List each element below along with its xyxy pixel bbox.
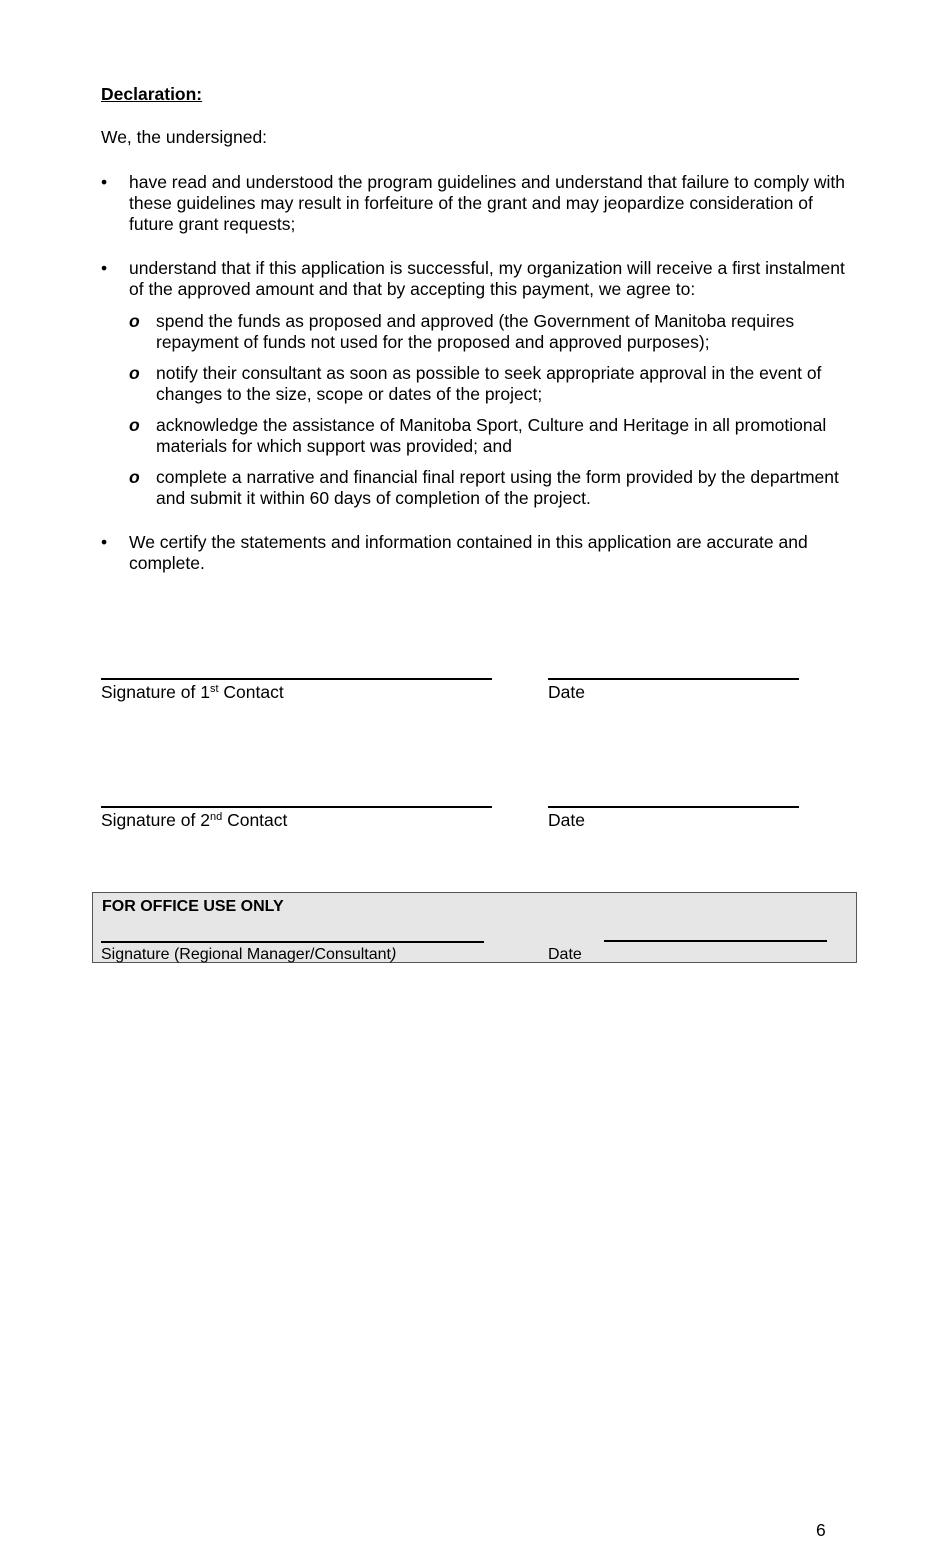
declaration-heading: Declaration:	[101, 84, 203, 104]
sub-item-symbol: o	[129, 415, 140, 435]
date-label-second-contact: Date	[548, 810, 585, 830]
office-use-box	[92, 892, 857, 963]
page-number: 6	[816, 1520, 826, 1540]
declaration-intro: We, the undersigned:	[101, 127, 268, 147]
office-signature-label: Signature (Regional Manager/Consultant)	[101, 946, 397, 963]
office-use-title: FOR OFFICE USE ONLY	[102, 898, 284, 915]
signature-label-first-contact: Signature of 1st Contact	[101, 682, 284, 702]
office-signature-line[interactable]	[101, 941, 484, 943]
signature-line-first-contact[interactable]	[101, 678, 492, 680]
sub-item-text: spend the funds as proposed and approved (the Government of Manitoba requires repayment of funds not used for the proposed and approved purposes);	[156, 311, 795, 352]
bullet-symbol: •	[101, 532, 108, 552]
signature-line-second-contact[interactable]	[101, 806, 492, 808]
sub-item-text: complete a narrative and financial final report using the form provided by the department and submit it within 60 days of completion of the project.	[156, 467, 839, 508]
date-label-first-contact: Date	[548, 682, 585, 702]
signature-label-second-contact: Signature of 2nd Contact	[101, 810, 288, 830]
bullet-symbol: •	[101, 172, 108, 192]
date-line-second-contact[interactable]	[548, 806, 799, 808]
sub-item-text: notify their consultant as soon as possible to seek appropriate approval in the event of changes to the size, scope or dates of the project;	[156, 363, 822, 404]
sub-item-symbol: o	[129, 363, 140, 383]
sub-item-symbol: o	[129, 467, 140, 487]
date-line-first-contact[interactable]	[548, 678, 799, 680]
office-date-label: Date	[548, 946, 582, 963]
bullet-text: have read and understood the program guidelines and understand that failure to comply with these guidelines may result in forfeiture of the grant and may jeopardize consideration of future grant requests;	[129, 172, 846, 234]
sub-item-symbol: o	[129, 311, 140, 331]
sub-item-text: acknowledge the assistance of Manitoba Sport, Culture and Heritage in all promotional materials for which support was provided; and	[156, 415, 827, 456]
office-date-line[interactable]	[604, 940, 827, 942]
bullet-symbol: •	[101, 258, 108, 278]
bullet-text: understand that if this application is successful, my organization will receive a first instalment of the approved amount and that by accepting this payment, we agree to:	[129, 258, 845, 299]
bullet-text: We certify the statements and information contained in this application are accurate and complete.	[129, 532, 808, 573]
